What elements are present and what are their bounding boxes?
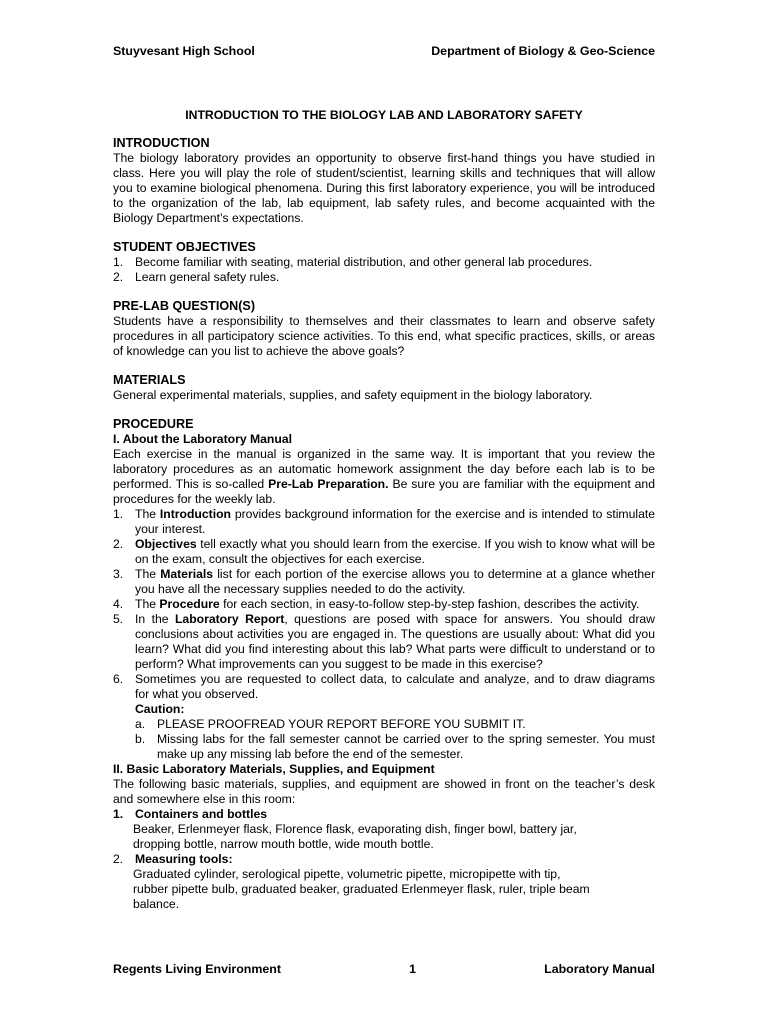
section-procedure — [113, 417, 655, 912]
procedure-heading: PROCEDURE — [113, 417, 194, 431]
prelab-text: Students have a responsibility to themselves and their classmates to learn and observe safety procedures in all participatory science activities. To this end, what specific practices, skills, or areas of knowledge can you list to achieve the above goals? — [113, 314, 655, 358]
group-line: dropping bottle, narrow mouth bottle, wide mouth bottle. — [133, 837, 434, 851]
header-school: Stuyvesant High School — [113, 44, 255, 58]
caution-list — [113, 717, 655, 762]
page-number: 1 — [409, 962, 417, 976]
footer-manual: Laboratory Manual — [544, 962, 655, 976]
list-item: a. PLEASE PROOFREAD YOUR REPORT BEFORE YOU SUBMIT IT. — [135, 717, 526, 731]
section-prelab — [113, 299, 655, 359]
part2-intro: The following basic materials, supplies, and equipment are showed in front on the teacher’s desk and somewhere else in this room: — [113, 777, 655, 806]
list-item: 2. Learn general safety rules. — [113, 270, 280, 284]
list-item: 5. In the Laboratory Report, questions are posed with space for answers. You should draw conclusions about activities you are engaged in. The questions are usually about: What did you learn? What did you find interesting about this lab? What parts were difficult to understand or to perform? What improvements can you suggest to be made in this exercise? — [113, 612, 655, 671]
list-item: 2. Objectives tell exactly what you should learn from the exercise. If you wish to know what will be on the exam, consult the objectives for each exercise. — [113, 537, 655, 566]
list-item: 4. The Procedure for each section, in easy-to-follow step-by-step fashion, describes the activity. — [113, 597, 640, 611]
list-item: 1. Become familiar with seating, material distribution, and other general lab procedures. — [113, 255, 593, 269]
header-department: Department of Biology & Geo-Science — [431, 44, 655, 58]
part1-heading: I. About the Laboratory Manual — [113, 432, 292, 446]
group-line: Graduated cylinder, serological pipette, volumetric pipette, micropipette with tip, — [133, 867, 561, 881]
list-item: b. Missing labs for the fall semester cannot be carried over to the spring semester. You must make up any missing lab before the end of the semester. — [135, 732, 655, 761]
part2-heading: II. Basic Laboratory Materials, Supplies, and Equipment — [113, 762, 435, 776]
group-line: rubber pipette bulb, graduated beaker, graduated Erlenmeyer flask, ruler, triple beam — [133, 882, 590, 896]
manual-sections-list — [113, 507, 655, 702]
list-item: 1. The Introduction provides background information for the exercise and is intended to stimulate your interest. — [113, 507, 656, 536]
objectives-list — [113, 255, 655, 285]
introduction-text: The biology laboratory provides an opportunity to observe first-hand things you have studied in class. Here you will play the role of student/scientist, learning skills and techniques that will allow you to examine biological phenomena. During this first laboratory experience, you will be introduced to the organization of the lab, lab equipment, lab safety rules, and become acquainted with the Biology Department’s expectations. — [113, 151, 655, 225]
introduction-heading: INTRODUCTION — [113, 136, 210, 150]
group-line: balance. — [133, 897, 180, 911]
group-heading: 1. Containers and bottles — [113, 807, 268, 821]
page-header — [113, 44, 655, 62]
group-line: Beaker, Erlenmeyer flask, Florence flask, evaporating dish, finger bowl, battery jar, — [133, 822, 577, 836]
group-heading: 2. Measuring tools: — [113, 852, 233, 866]
part1-intro: Each exercise in the manual is organized in the same way. It is important that you review the laboratory procedures as an automatic homework assignment the day before each lab is to be performed. This is so-called Pre-Lab Preparation. Be sure you are familiar with the equipment and procedures for the weekly lab. — [113, 447, 655, 506]
section-introduction — [113, 136, 655, 226]
document-page — [113, 44, 655, 912]
caution-label: Caution: — [135, 702, 185, 716]
materials-heading: MATERIALS — [113, 373, 186, 387]
section-materials — [113, 373, 655, 403]
document-title: INTRODUCTION TO THE BIOLOGY LAB AND LABORATORY SAFETY — [185, 108, 583, 122]
materials-text: General experimental materials, supplies, and safety equipment in the biology laboratory. — [113, 388, 593, 402]
objectives-heading: STUDENT OBJECTIVES — [113, 240, 256, 254]
page-footer — [113, 962, 655, 977]
list-item: 3. The Materials list for each portion of the exercise allows you to determine at a glance whether you have all the necessary supplies needed to do the activity. — [113, 567, 656, 596]
footer-course: Regents Living Environment — [113, 962, 281, 976]
section-objectives — [113, 240, 655, 285]
prelab-heading: PRE-LAB QUESTION(S) — [113, 299, 256, 313]
list-item: 6. Sometimes you are requested to collect data, to calculate and analyze, and to draw diagrams for what you observed. — [113, 672, 655, 701]
